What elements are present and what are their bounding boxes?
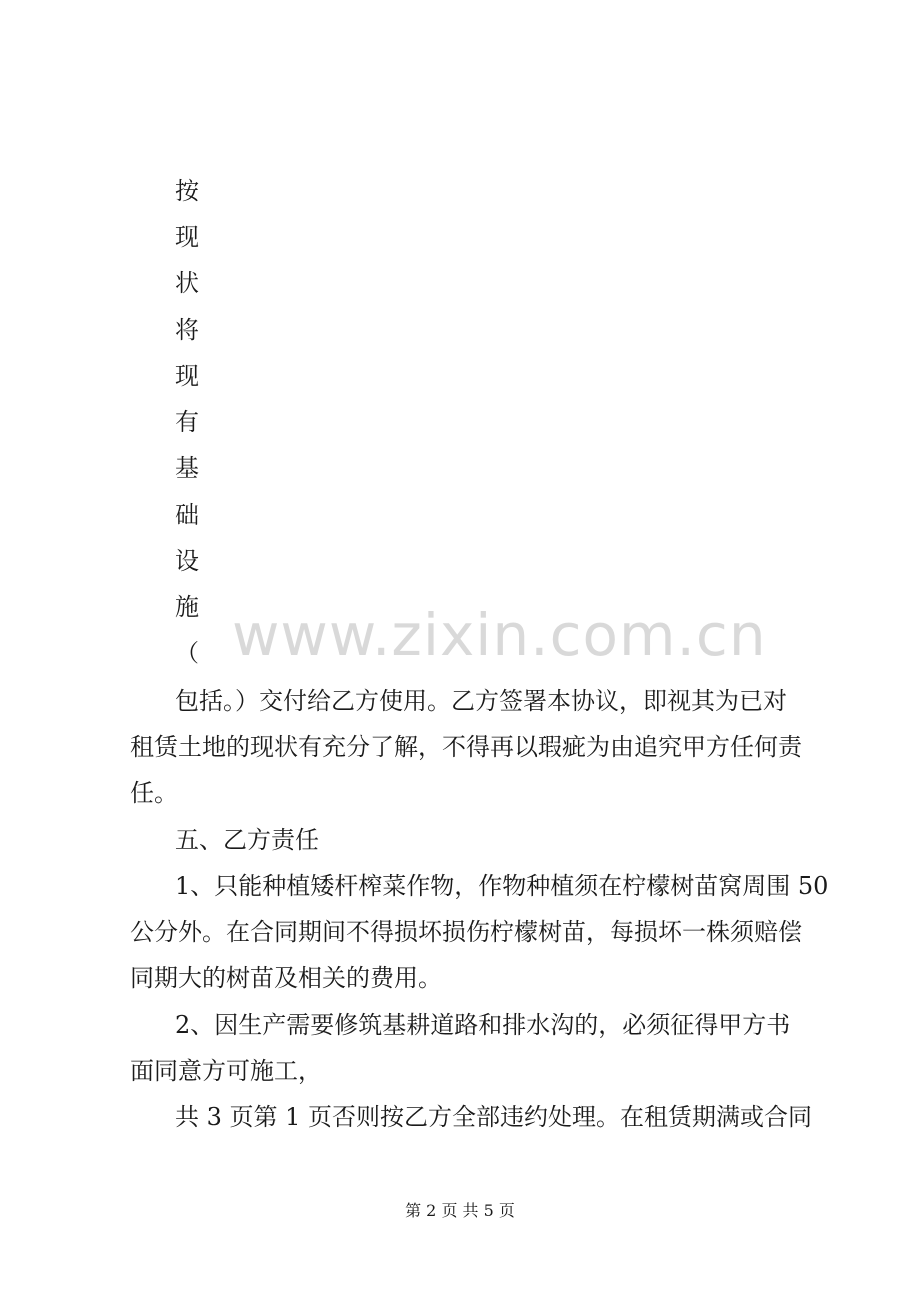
body-line: 共 3 页第 1 页否则按乙方全部违约处理。在租赁期满或合同: [175, 1103, 813, 1131]
vertical-char: 有: [175, 408, 199, 436]
body-line: 租赁土地的现状有充分了解，不得再以瑕疵为由追究甲方任何责: [130, 733, 802, 761]
section-heading: 五、乙方责任: [175, 826, 319, 854]
body-line: 同期大的树苗及相关的费用。: [130, 964, 442, 992]
body-line: 2、因生产需要修筑基耕道路和排水沟的，必须征得甲方书: [175, 1011, 791, 1039]
vertical-char: 设: [175, 547, 199, 575]
body-line: 任。: [130, 779, 178, 807]
vertical-char: （: [175, 639, 199, 667]
vertical-char: 施: [175, 593, 199, 621]
vertical-char: 基: [175, 454, 199, 482]
body-line: 公分外。在合同期间不得损坏损伤柠檬树苗，每损坏一株须赔偿: [130, 918, 802, 946]
vertical-char: 状: [175, 269, 199, 297]
body-line: 1、只能种植矮杆榨菜作物，作物种植须在柠檬树苗窝周围 50: [175, 872, 829, 900]
page-footer: 第 2 页 共 5 页: [405, 1201, 515, 1220]
watermark: www.zixin.com.cn: [232, 601, 767, 669]
vertical-char: 础: [175, 501, 199, 529]
vertical-char: 现: [175, 223, 199, 251]
vertical-char: 按: [175, 177, 199, 205]
vertical-char: 将: [175, 316, 199, 344]
vertical-char: 现: [175, 362, 199, 390]
body-line: 面同意方可施工，: [130, 1057, 322, 1085]
body-line: 包括。）交付给乙方使用。乙方签署本协议，即视其为已对: [175, 687, 787, 715]
